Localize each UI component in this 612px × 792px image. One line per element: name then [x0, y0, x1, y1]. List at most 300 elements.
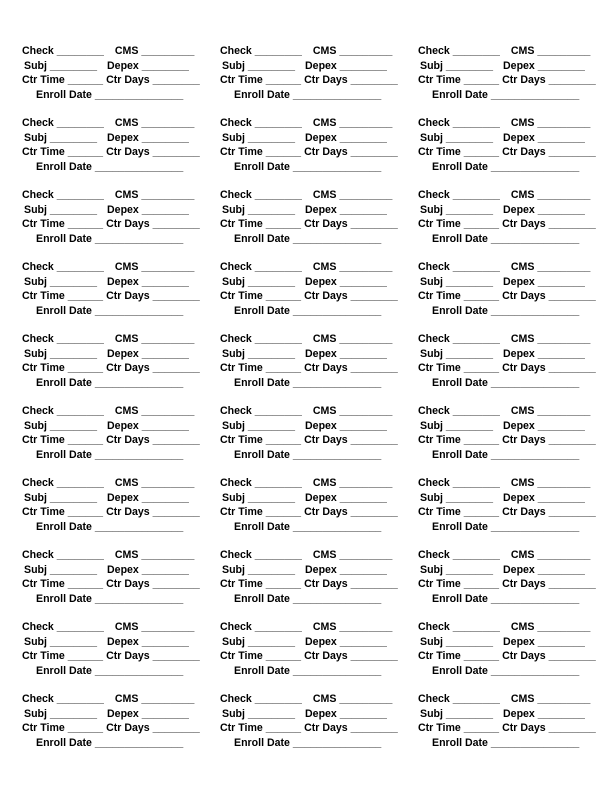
ctr-days-field-text: Ctr Days ________ [304, 434, 398, 446]
enroll-date-field-text: Enroll Date _______________ [432, 521, 580, 533]
label-cell-r8-c3 [418, 548, 594, 608]
cms-field-text: CMS _________ [114, 621, 195, 633]
subj-field-text: Subj ________ [222, 708, 296, 720]
label-line-subj-depex [222, 563, 387, 577]
label-line-enroll-date [432, 736, 579, 750]
ctr-days-field-text: Ctr Days ________ [502, 74, 596, 86]
label-cell-r8-c1 [22, 548, 198, 608]
label-line-ctr-time-days [220, 217, 398, 231]
ctr-time-field-text: Ctr Time ______ [220, 506, 302, 518]
subj-field-text: Subj ________ [222, 564, 296, 576]
check-field-text: Check ________ [22, 45, 104, 57]
subj-field-text: Subj ________ [420, 276, 494, 288]
label-line-enroll-date [432, 232, 579, 246]
label-line-enroll-date [234, 376, 381, 390]
label-line-enroll-date [234, 520, 381, 534]
cms-field-text: CMS _________ [114, 333, 195, 345]
ctr-time-field-text: Ctr Time ______ [418, 218, 500, 230]
label-line-check-cms [220, 548, 392, 562]
label-line-check-cms [22, 332, 194, 346]
label-cell-r2-c3 [418, 116, 594, 176]
label-line-enroll-date [36, 736, 183, 750]
label-line-ctr-time-days [220, 721, 398, 735]
ctr-time-field-text: Ctr Time ______ [22, 578, 104, 590]
label-cell-r1-c2 [220, 44, 396, 104]
cms-field-text: CMS _________ [312, 549, 393, 561]
enroll-date-field-text: Enroll Date _______________ [36, 521, 184, 533]
depex-field-text: Depex ________ [503, 492, 585, 504]
label-line-enroll-date [36, 664, 183, 678]
label-line-enroll-date [432, 664, 579, 678]
depex-field-text: Depex ________ [107, 132, 189, 144]
depex-field-text: Depex ________ [107, 420, 189, 432]
ctr-time-field-text: Ctr Time ______ [22, 290, 104, 302]
label-line-check-cms [220, 476, 392, 490]
label-line-enroll-date [234, 448, 381, 462]
label-line-check-cms [22, 404, 194, 418]
depex-field-text: Depex ________ [305, 348, 387, 360]
label-line-subj-depex [24, 203, 189, 217]
cms-field-text: CMS _________ [114, 693, 195, 705]
label-line-check-cms [418, 44, 590, 58]
cms-field-text: CMS _________ [312, 621, 393, 633]
cms-field-text: CMS _________ [114, 261, 195, 273]
enroll-date-field-text: Enroll Date _______________ [234, 737, 382, 749]
cms-field-text: CMS _________ [312, 333, 393, 345]
ctr-days-field-text: Ctr Days ________ [106, 722, 200, 734]
ctr-days-field-text: Ctr Days ________ [106, 506, 200, 518]
check-field-text: Check ________ [22, 117, 104, 129]
check-field-text: Check ________ [220, 189, 302, 201]
check-field-text: Check ________ [418, 333, 500, 345]
cms-field-text: CMS _________ [510, 261, 591, 273]
enroll-date-field-text: Enroll Date _______________ [432, 593, 580, 605]
ctr-days-field-text: Ctr Days ________ [502, 362, 596, 374]
depex-field-text: Depex ________ [305, 564, 387, 576]
label-line-ctr-time-days [22, 217, 200, 231]
ctr-time-field-text: Ctr Time ______ [418, 722, 500, 734]
label-cell-r5-c1 [22, 332, 198, 392]
enroll-date-field-text: Enroll Date _______________ [432, 89, 580, 101]
label-line-ctr-time-days [220, 289, 398, 303]
enroll-date-field-text: Enroll Date _______________ [36, 665, 184, 677]
subj-field-text: Subj ________ [24, 60, 98, 72]
label-line-check-cms [418, 116, 590, 130]
label-cell-r3-c3 [418, 188, 594, 248]
label-line-subj-depex [24, 491, 189, 505]
subj-field-text: Subj ________ [222, 636, 296, 648]
check-field-text: Check ________ [220, 117, 302, 129]
subj-field-text: Subj ________ [222, 492, 296, 504]
label-line-subj-depex [222, 419, 387, 433]
label-line-ctr-time-days [22, 289, 200, 303]
ctr-time-field-text: Ctr Time ______ [220, 74, 302, 86]
ctr-days-field-text: Ctr Days ________ [502, 650, 596, 662]
ctr-days-field-text: Ctr Days ________ [106, 146, 200, 158]
check-field-text: Check ________ [418, 261, 500, 273]
ctr-days-field-text: Ctr Days ________ [106, 578, 200, 590]
label-line-ctr-time-days [418, 361, 596, 375]
label-line-ctr-time-days [418, 289, 596, 303]
enroll-date-field-text: Enroll Date _______________ [432, 305, 580, 317]
check-field-text: Check ________ [22, 333, 104, 345]
label-line-subj-depex [420, 275, 585, 289]
depex-field-text: Depex ________ [305, 204, 387, 216]
label-line-ctr-time-days [418, 73, 596, 87]
label-cell-r9-c3 [418, 620, 594, 680]
ctr-days-field-text: Ctr Days ________ [106, 218, 200, 230]
label-cell-r9-c2 [220, 620, 396, 680]
cms-field-text: CMS _________ [312, 189, 393, 201]
enroll-date-field-text: Enroll Date _______________ [234, 161, 382, 173]
label-line-check-cms [220, 404, 392, 418]
subj-field-text: Subj ________ [222, 204, 296, 216]
enroll-date-field-text: Enroll Date _______________ [234, 377, 382, 389]
label-line-subj-depex [222, 491, 387, 505]
ctr-days-field-text: Ctr Days ________ [502, 218, 596, 230]
label-line-ctr-time-days [220, 73, 398, 87]
subj-field-text: Subj ________ [420, 564, 494, 576]
depex-field-text: Depex ________ [503, 708, 585, 720]
label-line-enroll-date [432, 160, 579, 174]
label-line-enroll-date [36, 88, 183, 102]
label-line-subj-depex [24, 347, 189, 361]
check-field-text: Check ________ [22, 621, 104, 633]
label-line-subj-depex [222, 707, 387, 721]
cms-field-text: CMS _________ [510, 117, 591, 129]
depex-field-text: Depex ________ [503, 420, 585, 432]
label-line-check-cms [22, 692, 194, 706]
depex-field-text: Depex ________ [305, 636, 387, 648]
cms-field-text: CMS _________ [312, 405, 393, 417]
ctr-days-field-text: Ctr Days ________ [502, 578, 596, 590]
label-cell-r1-c1 [22, 44, 198, 104]
label-line-subj-depex [420, 59, 585, 73]
label-line-enroll-date [234, 232, 381, 246]
ctr-time-field-text: Ctr Time ______ [22, 506, 104, 518]
label-line-ctr-time-days [220, 577, 398, 591]
ctr-time-field-text: Ctr Time ______ [22, 74, 104, 86]
cms-field-text: CMS _________ [510, 333, 591, 345]
label-line-subj-depex [420, 635, 585, 649]
label-cell-r10-c2 [220, 692, 396, 752]
cms-field-text: CMS _________ [312, 261, 393, 273]
label-line-check-cms [220, 260, 392, 274]
label-cell-r8-c2 [220, 548, 396, 608]
label-line-check-cms [418, 332, 590, 346]
label-cell-r6-c1 [22, 404, 198, 464]
enroll-date-field-text: Enroll Date _______________ [36, 161, 184, 173]
ctr-time-field-text: Ctr Time ______ [220, 146, 302, 158]
label-line-check-cms [418, 692, 590, 706]
label-line-enroll-date [234, 592, 381, 606]
cms-field-text: CMS _________ [114, 549, 195, 561]
label-line-enroll-date [36, 592, 183, 606]
label-line-ctr-time-days [418, 721, 596, 735]
ctr-days-field-text: Ctr Days ________ [304, 506, 398, 518]
ctr-days-field-text: Ctr Days ________ [304, 218, 398, 230]
subj-field-text: Subj ________ [222, 60, 296, 72]
label-cell-r7-c3 [418, 476, 594, 536]
label-cell-r2-c2 [220, 116, 396, 176]
label-line-subj-depex [24, 707, 189, 721]
cms-field-text: CMS _________ [114, 117, 195, 129]
label-line-enroll-date [36, 232, 183, 246]
label-line-check-cms [418, 620, 590, 634]
check-field-text: Check ________ [418, 45, 500, 57]
subj-field-text: Subj ________ [222, 348, 296, 360]
label-line-ctr-time-days [220, 505, 398, 519]
label-line-check-cms [22, 476, 194, 490]
check-field-text: Check ________ [22, 477, 104, 489]
label-line-enroll-date [432, 376, 579, 390]
label-line-subj-depex [24, 419, 189, 433]
label-line-ctr-time-days [22, 433, 200, 447]
subj-field-text: Subj ________ [420, 132, 494, 144]
enroll-date-field-text: Enroll Date _______________ [234, 665, 382, 677]
check-field-text: Check ________ [220, 477, 302, 489]
ctr-time-field-text: Ctr Time ______ [22, 434, 104, 446]
label-line-check-cms [22, 548, 194, 562]
depex-field-text: Depex ________ [305, 708, 387, 720]
enroll-date-field-text: Enroll Date _______________ [234, 233, 382, 245]
label-line-check-cms [418, 404, 590, 418]
ctr-days-field-text: Ctr Days ________ [106, 290, 200, 302]
check-field-text: Check ________ [22, 693, 104, 705]
label-line-enroll-date [234, 736, 381, 750]
enroll-date-field-text: Enroll Date _______________ [36, 233, 184, 245]
label-line-enroll-date [432, 592, 579, 606]
label-line-enroll-date [234, 664, 381, 678]
cms-field-text: CMS _________ [312, 45, 393, 57]
cms-field-text: CMS _________ [510, 693, 591, 705]
enroll-date-field-text: Enroll Date _______________ [432, 377, 580, 389]
ctr-days-field-text: Ctr Days ________ [304, 578, 398, 590]
label-cell-r7-c1 [22, 476, 198, 536]
depex-field-text: Depex ________ [305, 276, 387, 288]
ctr-days-field-text: Ctr Days ________ [502, 146, 596, 158]
enroll-date-field-text: Enroll Date _______________ [36, 305, 184, 317]
label-line-subj-depex [222, 203, 387, 217]
label-line-subj-depex [420, 347, 585, 361]
enroll-date-field-text: Enroll Date _______________ [36, 593, 184, 605]
label-line-check-cms [22, 620, 194, 634]
ctr-time-field-text: Ctr Time ______ [418, 578, 500, 590]
label-cell-r4-c1 [22, 260, 198, 320]
label-line-ctr-time-days [22, 577, 200, 591]
ctr-time-field-text: Ctr Time ______ [220, 578, 302, 590]
ctr-days-field-text: Ctr Days ________ [304, 146, 398, 158]
label-line-enroll-date [36, 448, 183, 462]
check-field-text: Check ________ [418, 189, 500, 201]
label-line-check-cms [22, 116, 194, 130]
check-field-text: Check ________ [220, 405, 302, 417]
label-line-check-cms [22, 260, 194, 274]
cms-field-text: CMS _________ [114, 45, 195, 57]
check-field-text: Check ________ [220, 333, 302, 345]
ctr-days-field-text: Ctr Days ________ [502, 722, 596, 734]
check-field-text: Check ________ [220, 621, 302, 633]
check-field-text: Check ________ [220, 693, 302, 705]
ctr-time-field-text: Ctr Time ______ [418, 434, 500, 446]
label-line-subj-depex [222, 131, 387, 145]
depex-field-text: Depex ________ [107, 60, 189, 72]
enroll-date-field-text: Enroll Date _______________ [36, 377, 184, 389]
label-line-enroll-date [432, 448, 579, 462]
ctr-days-field-text: Ctr Days ________ [502, 506, 596, 518]
ctr-time-field-text: Ctr Time ______ [220, 722, 302, 734]
label-line-ctr-time-days [418, 217, 596, 231]
label-line-subj-depex [222, 275, 387, 289]
ctr-time-field-text: Ctr Time ______ [22, 362, 104, 374]
label-cell-r6-c2 [220, 404, 396, 464]
check-field-text: Check ________ [418, 693, 500, 705]
ctr-days-field-text: Ctr Days ________ [106, 650, 200, 662]
cms-field-text: CMS _________ [510, 405, 591, 417]
label-line-ctr-time-days [418, 649, 596, 663]
enroll-date-field-text: Enroll Date _______________ [432, 737, 580, 749]
label-line-subj-depex [420, 203, 585, 217]
depex-field-text: Depex ________ [305, 420, 387, 432]
label-line-ctr-time-days [22, 505, 200, 519]
label-line-check-cms [418, 188, 590, 202]
label-line-subj-depex [420, 491, 585, 505]
ctr-days-field-text: Ctr Days ________ [502, 434, 596, 446]
label-cell-r4-c2 [220, 260, 396, 320]
subj-field-text: Subj ________ [420, 492, 494, 504]
label-cell-r2-c1 [22, 116, 198, 176]
ctr-time-field-text: Ctr Time ______ [220, 218, 302, 230]
subj-field-text: Subj ________ [420, 708, 494, 720]
subj-field-text: Subj ________ [24, 276, 98, 288]
subj-field-text: Subj ________ [420, 420, 494, 432]
label-cell-r6-c3 [418, 404, 594, 464]
ctr-time-field-text: Ctr Time ______ [22, 722, 104, 734]
enroll-date-field-text: Enroll Date _______________ [36, 89, 184, 101]
ctr-time-field-text: Ctr Time ______ [418, 650, 500, 662]
label-line-ctr-time-days [22, 73, 200, 87]
ctr-days-field-text: Ctr Days ________ [304, 650, 398, 662]
label-line-ctr-time-days [418, 577, 596, 591]
label-line-enroll-date [432, 304, 579, 318]
cms-field-text: CMS _________ [510, 477, 591, 489]
label-line-ctr-time-days [418, 145, 596, 159]
depex-field-text: Depex ________ [107, 204, 189, 216]
label-line-subj-depex [420, 707, 585, 721]
label-line-ctr-time-days [220, 361, 398, 375]
depex-field-text: Depex ________ [503, 132, 585, 144]
depex-field-text: Depex ________ [305, 60, 387, 72]
label-line-subj-depex [222, 635, 387, 649]
label-line-check-cms [418, 548, 590, 562]
label-line-ctr-time-days [418, 433, 596, 447]
label-line-check-cms [220, 116, 392, 130]
check-field-text: Check ________ [220, 549, 302, 561]
depex-field-text: Depex ________ [503, 636, 585, 648]
cms-field-text: CMS _________ [312, 693, 393, 705]
label-line-enroll-date [234, 304, 381, 318]
label-line-check-cms [22, 44, 194, 58]
cms-field-text: CMS _________ [510, 621, 591, 633]
enroll-date-field-text: Enroll Date _______________ [432, 233, 580, 245]
ctr-time-field-text: Ctr Time ______ [220, 362, 302, 374]
label-cell-r3-c1 [22, 188, 198, 248]
label-line-enroll-date [432, 88, 579, 102]
cms-field-text: CMS _________ [114, 477, 195, 489]
cms-field-text: CMS _________ [312, 117, 393, 129]
ctr-days-field-text: Ctr Days ________ [502, 290, 596, 302]
subj-field-text: Subj ________ [24, 636, 98, 648]
ctr-time-field-text: Ctr Time ______ [418, 506, 500, 518]
label-line-enroll-date [234, 160, 381, 174]
enroll-date-field-text: Enroll Date _______________ [234, 305, 382, 317]
ctr-time-field-text: Ctr Time ______ [418, 362, 500, 374]
cms-field-text: CMS _________ [114, 405, 195, 417]
label-cell-r10-c3 [418, 692, 594, 752]
ctr-time-field-text: Ctr Time ______ [220, 650, 302, 662]
depex-field-text: Depex ________ [107, 348, 189, 360]
subj-field-text: Subj ________ [24, 708, 98, 720]
depex-field-text: Depex ________ [503, 204, 585, 216]
cms-field-text: CMS _________ [114, 189, 195, 201]
subj-field-text: Subj ________ [24, 564, 98, 576]
subj-field-text: Subj ________ [222, 420, 296, 432]
depex-field-text: Depex ________ [107, 636, 189, 648]
label-line-enroll-date [432, 520, 579, 534]
label-line-subj-depex [24, 131, 189, 145]
enroll-date-field-text: Enroll Date _______________ [36, 449, 184, 461]
label-line-enroll-date [36, 520, 183, 534]
label-line-subj-depex [24, 635, 189, 649]
enroll-date-field-text: Enroll Date _______________ [36, 737, 184, 749]
label-cell-r10-c1 [22, 692, 198, 752]
label-line-check-cms [418, 476, 590, 490]
subj-field-text: Subj ________ [222, 132, 296, 144]
enroll-date-field-text: Enroll Date _______________ [432, 161, 580, 173]
label-line-subj-depex [24, 275, 189, 289]
enroll-date-field-text: Enroll Date _______________ [432, 449, 580, 461]
cms-field-text: CMS _________ [510, 189, 591, 201]
ctr-days-field-text: Ctr Days ________ [106, 434, 200, 446]
label-line-subj-depex [420, 131, 585, 145]
subj-field-text: Subj ________ [222, 276, 296, 288]
label-line-ctr-time-days [22, 649, 200, 663]
enroll-date-field-text: Enroll Date _______________ [234, 89, 382, 101]
label-line-subj-depex [420, 419, 585, 433]
label-line-ctr-time-days [22, 721, 200, 735]
enroll-date-field-text: Enroll Date _______________ [234, 593, 382, 605]
check-field-text: Check ________ [22, 189, 104, 201]
depex-field-text: Depex ________ [503, 60, 585, 72]
depex-field-text: Depex ________ [503, 348, 585, 360]
ctr-time-field-text: Ctr Time ______ [22, 218, 104, 230]
ctr-days-field-text: Ctr Days ________ [304, 722, 398, 734]
ctr-time-field-text: Ctr Time ______ [22, 650, 104, 662]
label-line-subj-depex [24, 563, 189, 577]
label-line-check-cms [418, 260, 590, 274]
label-line-enroll-date [234, 88, 381, 102]
ctr-time-field-text: Ctr Time ______ [22, 146, 104, 158]
subj-field-text: Subj ________ [420, 204, 494, 216]
check-field-text: Check ________ [418, 117, 500, 129]
label-line-check-cms [22, 188, 194, 202]
subj-field-text: Subj ________ [420, 348, 494, 360]
ctr-time-field-text: Ctr Time ______ [220, 434, 302, 446]
label-line-check-cms [220, 188, 392, 202]
label-cell-r1-c3 [418, 44, 594, 104]
label-line-subj-depex [222, 59, 387, 73]
subj-field-text: Subj ________ [24, 492, 98, 504]
